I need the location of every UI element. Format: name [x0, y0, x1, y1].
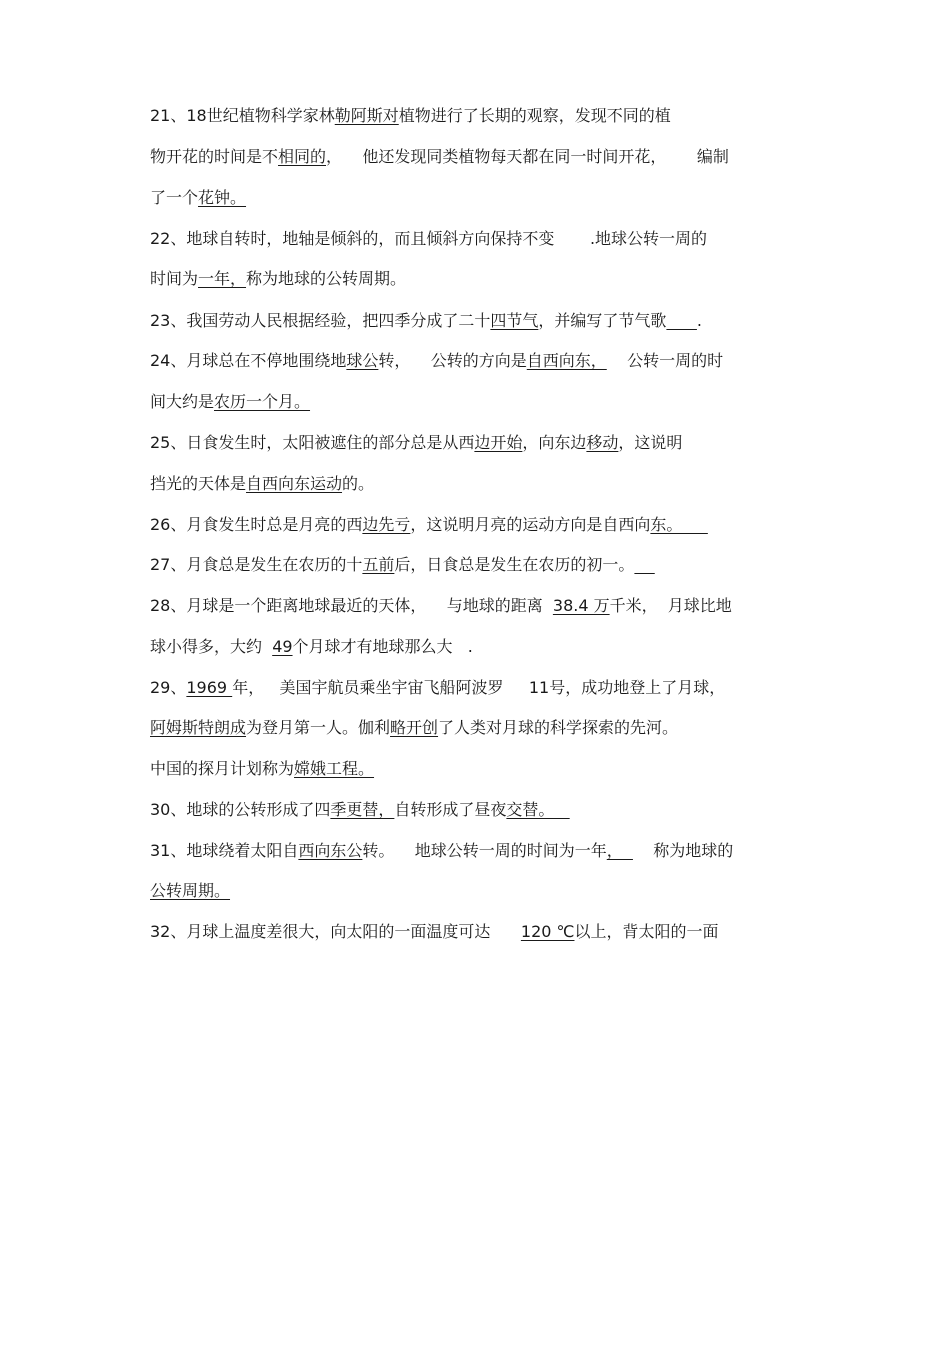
underlined-answer: 球公 [346, 351, 379, 370]
text-line [150, 311, 702, 331]
underlined-answer: 五前 [362, 555, 395, 574]
text-run: 中国的探月计划称为 [150, 759, 295, 778]
text-run: 后，日食总是发生在农历的初一。 [394, 555, 635, 574]
underlined-answer: 花钟。 [198, 188, 247, 207]
text-run: 26、月食发生时总是月亮的西 [150, 515, 363, 534]
text-run: ， 他还发现同类植物每天都在同一时间开花， 编制 [326, 147, 729, 166]
underlined-answer: 季更替， [330, 800, 395, 819]
underlined-answer: 农历一个月。 [214, 392, 311, 411]
text-run: 称为地球的 [632, 841, 734, 860]
text-run: ，并编写了节气歌 [538, 311, 667, 330]
text-run: 挡光的天体是 [150, 474, 247, 493]
text-run: ，向东边 [522, 433, 587, 452]
underlined-answer: 自西向东， [526, 351, 607, 370]
text-run: 了人类对月球的科学探索的先河。 [438, 718, 679, 737]
text-line [150, 474, 374, 494]
underlined-answer: 相同的 [278, 147, 327, 166]
text-run: ，这说明 [618, 433, 683, 452]
text-run: 21、18世纪植物科学家林 [150, 106, 335, 125]
text-run: 称为地球的公转周期。 [246, 269, 407, 288]
text-run: 转。 地球公转一周的时间为一年 [362, 841, 607, 860]
text-line [150, 800, 570, 820]
text-line [150, 841, 733, 861]
underlined-answer: 略开创 [390, 718, 439, 737]
text-run: 间大约是 [150, 392, 215, 411]
text-line [150, 147, 729, 167]
underlined-answer: 边先亏 [362, 515, 411, 534]
text-run: 年， 美国宇航员乘坐宇宙飞船阿波罗 11号，成功地登上了月球， [232, 678, 726, 697]
text-line [150, 433, 682, 453]
text-line [150, 555, 655, 575]
underlined-answer: 公转周期。 [150, 881, 231, 900]
underlined-answer [634, 555, 654, 574]
underlined-answer: 移动 [586, 433, 619, 452]
text-run: 22、地球自转时，地轴是倾斜的，而且倾斜方向保持不变 .地球公转一周的 [150, 229, 708, 248]
underlined-answer: 1969 [186, 678, 233, 697]
text-run: 以上，背太阳的一面 [574, 922, 719, 941]
text-run: 公转一周的时 [606, 351, 724, 370]
text-run: 27、月食总是发生在农历的十 [150, 555, 363, 574]
text-run: 千米， 月球比地 [609, 596, 732, 615]
text-run: 25、日食发生时，太阳被遮住的部分总是从西 [150, 433, 475, 452]
text-run: 了一个 [150, 188, 199, 207]
text-run: 个月球才有地球那么大 . [292, 637, 473, 656]
text-run: . [696, 311, 703, 330]
underlined-answer [666, 311, 697, 330]
text-run: 时间为 [150, 269, 199, 288]
text-run: 自转形成了昼夜 [394, 800, 507, 819]
text-run: ，这说明月亮的运动方向是自西向 [410, 515, 651, 534]
underlined-answer: 38.4 万 [552, 596, 610, 615]
text-run: 为登月第一人。伽利 [246, 718, 391, 737]
text-run: 24、月球总在不停地围绕地 [150, 351, 347, 370]
underlined-answer: 交替。 [506, 800, 570, 819]
text-run: 29、 [150, 678, 187, 697]
underlined-answer: ， [606, 841, 633, 860]
text-line [150, 229, 707, 249]
text-line [150, 596, 732, 616]
underlined-answer: 一年， [198, 269, 247, 288]
text-line [150, 351, 723, 371]
text-line [150, 759, 374, 779]
underlined-answer: 东。 [650, 515, 708, 534]
underlined-answer: 西向东公 [298, 841, 363, 860]
text-line [150, 515, 708, 535]
text-run: 30、地球的公转形成了四 [150, 800, 331, 819]
underlined-answer: 边开始 [474, 433, 523, 452]
text-run: 32、月球上温度差很大，向太阳的一面温度可达 [150, 922, 521, 941]
underlined-answer: 阿姆斯特朗成 [150, 718, 247, 737]
text-run: 31、地球绕着太阳自 [150, 841, 299, 860]
text-line [150, 106, 671, 126]
text-line [150, 718, 678, 738]
text-line [150, 188, 246, 208]
text-run: 物开花的时间是不 [150, 147, 279, 166]
underlined-answer: 勒阿斯对 [334, 106, 399, 125]
underlined-answer: 嫦娥工程。 [294, 759, 375, 778]
underlined-answer: 120 ℃ [520, 922, 575, 941]
text-line [150, 392, 310, 412]
text-run: 的。 [342, 474, 375, 493]
text-run: 23、我国劳动人民根据经验，把四季分成了二十 [150, 311, 491, 330]
text-line [150, 881, 230, 901]
underlined-answer: 四节气 [490, 311, 539, 330]
text-line [150, 678, 725, 698]
underlined-answer: 49 [272, 637, 293, 656]
text-line [150, 922, 719, 942]
text-line [150, 269, 406, 289]
text-line [150, 637, 473, 657]
text-run: 28、月球是一个距离地球最近的天体， 与地球的距离 [150, 596, 553, 615]
text-run: 球小得多，大约 [150, 637, 273, 656]
text-run: 植物进行了长期的观察，发现不同的植 [398, 106, 671, 125]
underlined-answer: 自西向东运动 [246, 474, 343, 493]
text-run: 转， 公转的方向是 [378, 351, 527, 370]
